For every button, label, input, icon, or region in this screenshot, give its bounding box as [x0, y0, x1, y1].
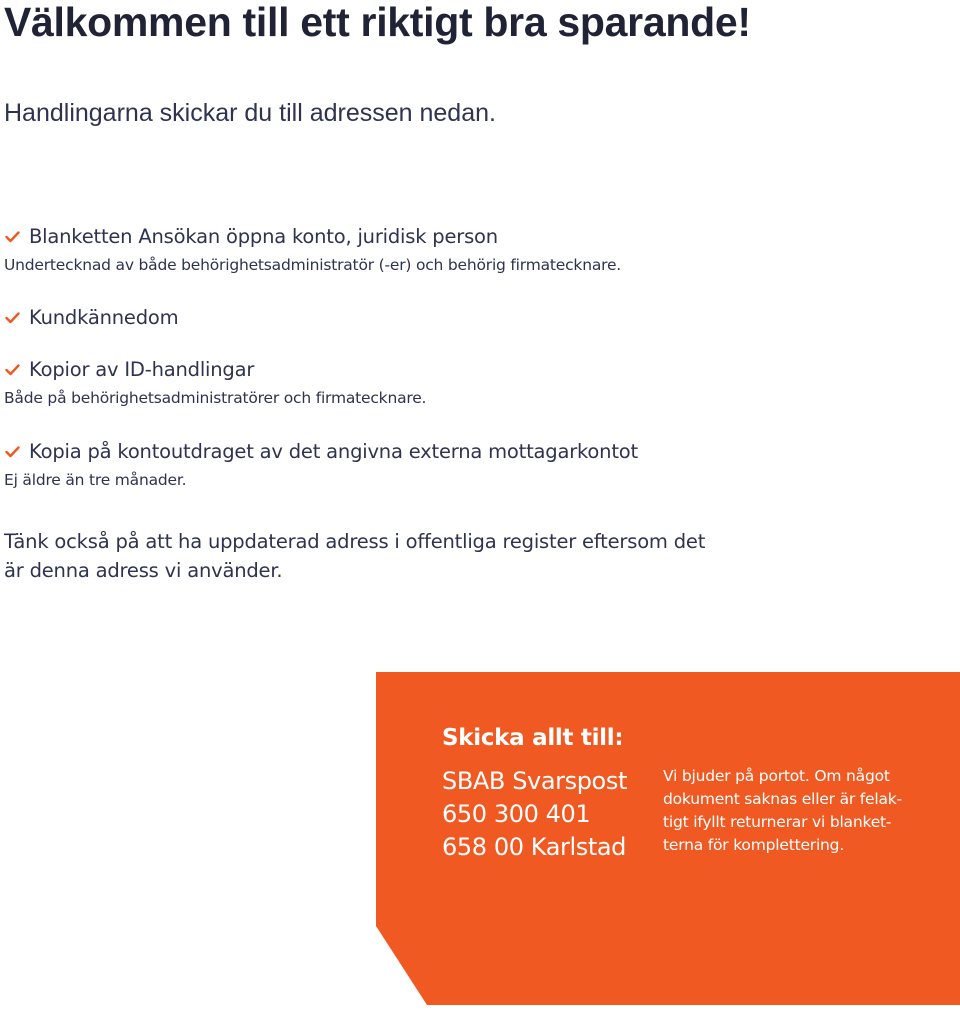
send-to-panel	[376, 672, 960, 1010]
checklist-item-label: Blanketten Ansökan öppna konto, juridisk person	[29, 225, 498, 248]
checklist-item-account-statement	[4, 439, 638, 490]
note-line: Tänk också på att ha uppdaterad adress i offentliga register eftersom det	[4, 530, 706, 553]
note-line: är denna adress vi använder.	[4, 559, 283, 582]
intro-text: Handlingarna skickar du till adressen nedan.	[4, 99, 496, 127]
address-line: 650 300 401	[442, 800, 591, 828]
checklist-item-label: Kopia på kontoutdraget av det angivna externa mottagarkontot	[29, 440, 638, 463]
checklist-item-label: Kundkännedom	[29, 306, 179, 329]
send-heading: Skicka allt till:	[442, 725, 624, 751]
mailing-address	[442, 765, 627, 864]
checklist-item-id-copies	[4, 357, 426, 408]
postage-line: Vi bjuder på portot. Om något	[663, 767, 890, 785]
postage-line: tigt ifyllt returnerar vi blanket-	[663, 813, 892, 831]
checklist-item-note: Undertecknad av både behörighetsadministratör (-er) och behörig firmatecknare.	[4, 256, 622, 274]
address-register-note	[4, 527, 724, 585]
postage-note	[663, 765, 925, 857]
checklist-item-customer-due-diligence	[4, 305, 178, 331]
address-line: SBAB Svarspost	[442, 767, 627, 795]
check-icon	[5, 446, 20, 458]
postage-line: terna för komplettering.	[663, 836, 845, 854]
check-icon	[5, 364, 20, 376]
page-title: Välkommen till ett riktigt bra sparande!	[4, 0, 751, 45]
checklist-item-note: Ej äldre än tre månader.	[4, 471, 187, 489]
checklist-item-note: Både på behörighetsadministratörer och firmatecknare.	[4, 389, 427, 407]
checklist-item-application-form	[4, 224, 621, 275]
check-icon	[5, 231, 20, 243]
checklist-item-label: Kopior av ID-handlingar	[29, 358, 255, 381]
check-icon	[5, 312, 20, 324]
postage-line: dokument saknas eller är felak-	[663, 790, 902, 808]
address-line: 658 00 Karlstad	[442, 833, 627, 861]
